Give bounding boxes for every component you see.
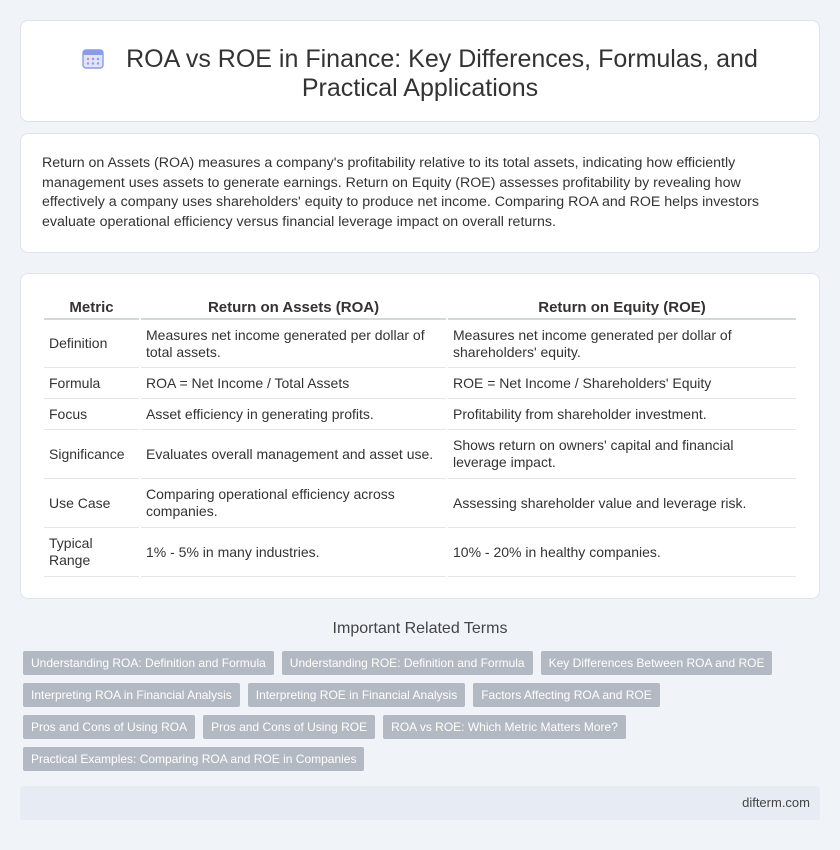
intro-paragraph: Return on Assets (ROA) measures a company's profitability relative to its total assets, indicating how efficiently management uses assets to generate earnings. Return on Equity (ROE) assesses profitability by revealing how effectively a company uses shareholders' equity to produce net income. Comparing ROA and ROE helps investors evaluate operational efficiency versus financial leverage impact on overall returns.	[42, 155, 759, 230]
table-header-row	[44, 296, 796, 320]
table-row	[44, 479, 796, 528]
related-term-tag[interactable]: Interpreting ROE in Financial Analysis	[248, 683, 465, 707]
metric-cell: Typical Range	[44, 528, 139, 577]
roa-cell: Evaluates overall management and asset use.	[141, 430, 446, 479]
related-term-tag[interactable]: ROA vs ROE: Which Metric Matters More?	[383, 715, 626, 739]
related-term-tag[interactable]: Key Differences Between ROA and ROE	[541, 651, 773, 675]
roa-cell: Asset efficiency in generating profits.	[141, 399, 446, 430]
related-term-tag[interactable]: Understanding ROE: Definition and Formula	[282, 651, 533, 675]
metric-cell: Significance	[44, 430, 139, 479]
calendar-icon	[82, 47, 104, 69]
table-row	[44, 320, 796, 368]
roa-cell: 1% - 5% in many industries.	[141, 528, 446, 577]
intro-card	[20, 133, 820, 253]
page-title: ROA vs ROE in Finance: Key Differences, Formulas, and Practical Applications	[126, 45, 758, 102]
table-row	[44, 368, 796, 399]
header-roe: Return on Equity (ROE)	[448, 296, 796, 320]
roe-cell: 10% - 20% in healthy companies.	[448, 528, 796, 577]
footer	[20, 786, 820, 820]
metric-cell: Use Case	[44, 479, 139, 528]
comparison-table	[42, 296, 798, 577]
roa-cell: Comparing operational efficiency across companies.	[141, 479, 446, 528]
header-metric: Metric	[44, 296, 139, 320]
table-row	[44, 430, 796, 479]
comparison-card	[20, 273, 820, 599]
title-card	[20, 20, 820, 122]
related-term-tag[interactable]: Pros and Cons of Using ROE	[203, 715, 375, 739]
related-terms-heading: Important Related Terms	[332, 620, 508, 637]
site-name[interactable]: difterm.com	[742, 795, 810, 810]
related-terms-list	[23, 651, 813, 779]
related-term-tag[interactable]: Understanding ROA: Definition and Formula	[23, 651, 274, 675]
metric-cell: Formula	[44, 368, 139, 399]
metric-cell: Focus	[44, 399, 139, 430]
roe-cell: Profitability from shareholder investment.	[448, 399, 796, 430]
tag-row	[23, 747, 813, 771]
page-title-wrap	[21, 45, 819, 103]
roa-cell: ROA = Net Income / Total Assets	[141, 368, 446, 399]
roe-cell: Shows return on owners' capital and financial leverage impact.	[448, 430, 796, 479]
tag-row	[23, 651, 813, 675]
tag-row	[23, 683, 813, 707]
tag-row	[23, 715, 813, 739]
header-roa: Return on Assets (ROA)	[141, 296, 446, 320]
table-row	[44, 528, 796, 577]
roe-cell: Assessing shareholder value and leverage risk.	[448, 479, 796, 528]
related-term-tag[interactable]: Interpreting ROA in Financial Analysis	[23, 683, 240, 707]
related-term-tag[interactable]: Pros and Cons of Using ROA	[23, 715, 195, 739]
table-row	[44, 399, 796, 430]
related-term-tag[interactable]: Factors Affecting ROA and ROE	[473, 683, 660, 707]
related-term-tag[interactable]: Practical Examples: Comparing ROA and ROE in Companies	[23, 747, 364, 771]
roe-cell: Measures net income generated per dollar of shareholders' equity.	[448, 320, 796, 368]
roe-cell: ROE = Net Income / Shareholders' Equity	[448, 368, 796, 399]
roa-cell: Measures net income generated per dollar of total assets.	[141, 320, 446, 368]
metric-cell: Definition	[44, 320, 139, 368]
